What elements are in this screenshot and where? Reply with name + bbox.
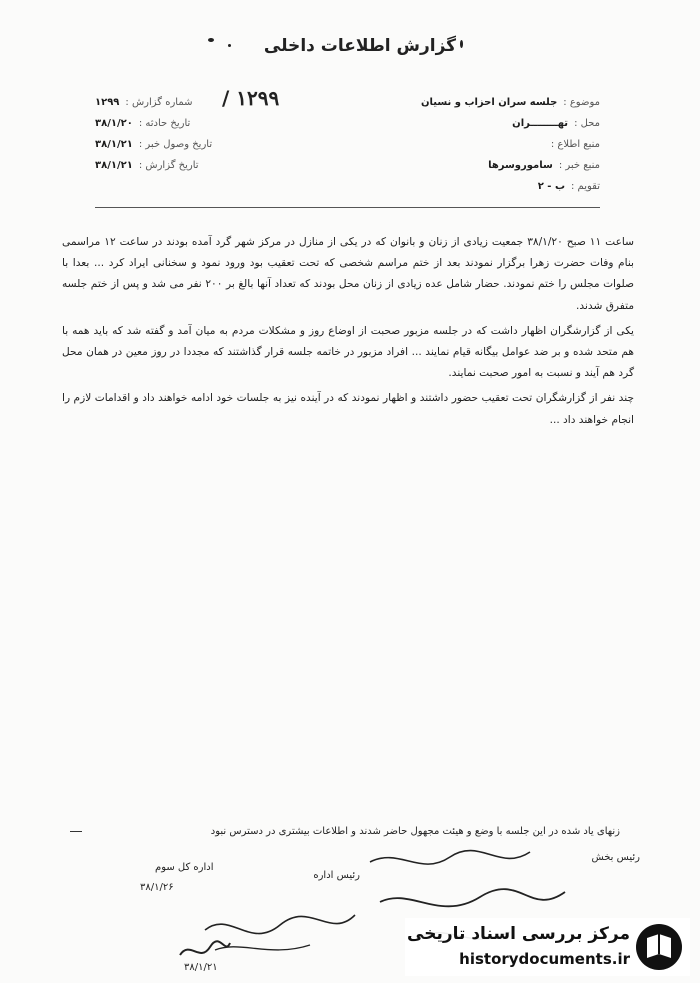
header-divider [95, 207, 600, 208]
watermark-persian: مرکز بررسی اسناد تاریخی [407, 924, 630, 944]
reliability-field [488, 160, 600, 171]
report-date-value: ۳۸/۱/۲۱ [95, 160, 133, 171]
subject-label: موضوع : [563, 97, 600, 108]
watermark-english: historydocuments.ir [459, 950, 630, 968]
receipt-date-field [95, 139, 212, 150]
subject-field [421, 97, 600, 108]
number-label: شماره گزارش : [125, 97, 193, 108]
report-date-field [95, 160, 199, 171]
report-body [62, 232, 634, 435]
body-paragraph: یکی از گزارشگران اظهار داشت که در جلسه مزبور صحبت از اوضاع روز و مشکلات مردم به میان آمد و گفته شد که باید همه با هم متحد شده و بر ضد عوامل بیگانه قیام نمایند ... افراد مزبور در خاتمه جلسه قرار گذاشتند که مجددا در روز معین در همان محل گرد هم آیند و نسبت به امور صحبت نمایند. [62, 324, 634, 380]
number-field [95, 97, 193, 108]
bottom-left-date: ۳۸/۱/۲۱ [184, 962, 218, 973]
scan-speck [228, 44, 231, 47]
evaluation-label: تقویم : [571, 181, 600, 192]
left-signature-label: اداره کل سوم [155, 862, 214, 873]
center-signature-label: رئیس اداره [313, 870, 360, 881]
header-row [95, 134, 600, 155]
header-row [95, 155, 600, 176]
footnote: زنهای یاد شده در این جلسه با وضع و هیئت مجهول حاضر شدند و اطلاعات بیشتری در دسترس نبود [210, 826, 620, 837]
report-header [95, 92, 600, 197]
number-value: ۱۲۹۹ [95, 97, 120, 108]
receipt-date-label: تاریخ وصول خبر : [138, 139, 213, 150]
archive-watermark [405, 918, 690, 976]
report-date-label: تاریخ گزارش : [138, 160, 199, 171]
date-field [95, 118, 190, 129]
scan-speck [208, 38, 214, 42]
reliability-value: ساموروسرها [488, 160, 553, 171]
body-paragraph: ساعت ۱۱ صبح ۳۸/۱/۲۰ جمعیت زیادی از زنان و بانوان که در یکی از منازل در مرکز شهر گرد آمده بودند در ساعت ۱۲ مراسمی بنام وفات حضرت زهرا برگزار نمودند بعد از ختم مراسم شخصی که تحت تعقیب بود ورود نمود و سخنانی ایراد کرد ... بعدا با صلوات مجلس را ختم نمودند. حضار شامل عده زیادی از زنان محل بودند که تعداد آنها بالغ بر ۲۰۰ نفر می شد و پس از ختم جلسه متفرق شدند. [62, 236, 634, 312]
place-value: تهــــــــران [512, 118, 569, 129]
reliability-label: منبع خبر : [558, 160, 600, 171]
evaluation-field [538, 181, 600, 192]
source-label: منبع اطلاع : [550, 139, 600, 150]
date-label: تاریخ حادثه : [138, 118, 191, 129]
subject-value: جلسه سران احزاب و نسیان [420, 97, 558, 108]
right-signature-label: رئیس بخش [591, 852, 640, 863]
page-title: گزارش اطلاعات داخلی [263, 36, 457, 56]
header-row [95, 113, 600, 134]
source-field [545, 139, 600, 150]
archive-logo-icon [634, 922, 684, 972]
doc-number: ۱۲۹۹ / [222, 86, 280, 110]
receipt-date-value: ۳۸/۱/۲۱ [95, 139, 133, 150]
header-row [95, 176, 600, 197]
body-paragraph: چند نفر از گزارشگران تحت تعقیب حضور داشتند و اظهار نمودند که در آینده نیز به جلسات خود ادامه خواهند داد و اقدامات لازم را انجام خواهند داد ... [62, 392, 634, 426]
date-value: ۳۸/۱/۲۰ [95, 118, 133, 129]
left-signature-date: ۳۸/۱/۲۶ [140, 882, 174, 893]
handwritten-signature [175, 935, 235, 965]
header-row [95, 92, 600, 113]
place-label: محل : [574, 118, 600, 129]
evaluation-value: ب - ۲ [537, 181, 565, 192]
place-field [512, 118, 600, 129]
